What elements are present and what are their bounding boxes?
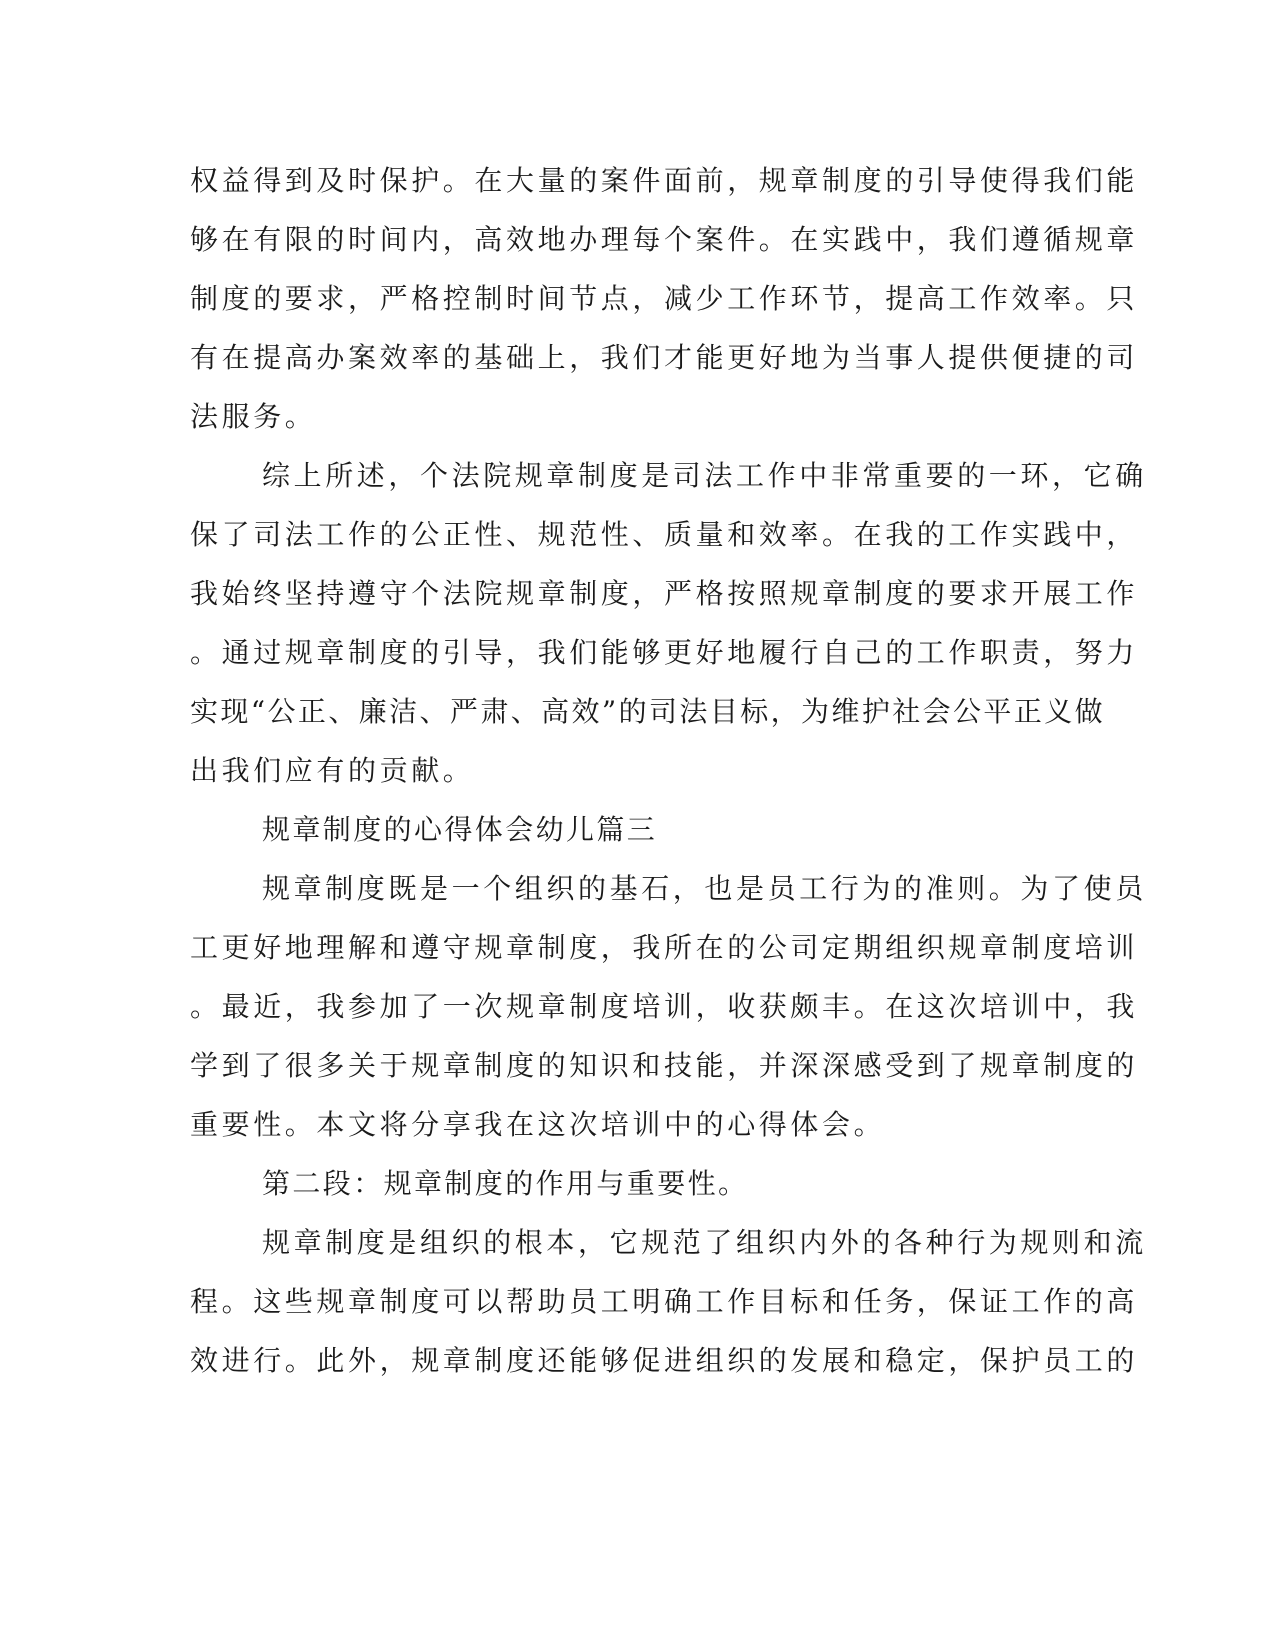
paragraph-4-line-2: 程。这些规章制度可以帮助员工明确工作目标和任务，保证工作的高 xyxy=(190,1285,1139,1318)
paragraph-2-line-2: 保了司法工作的公正性、规范性、质量和效率。在我的工作实践中， xyxy=(190,518,1139,551)
paragraph-1-line-4: 有在提高办案效率的基础上，我们才能更好地为当事人提供便捷的司 xyxy=(190,341,1139,374)
section-heading: 规章制度的心得体会幼儿篇三 xyxy=(262,813,658,846)
paragraph-3-line-1: 规章制度既是一个组织的基石，也是员工行为的准则。为了使员 xyxy=(262,872,1147,905)
paragraph-3-line-5: 重要性。本文将分享我在这次培训中的心得体会。 xyxy=(190,1108,886,1141)
paragraph-4-line-1: 规章制度是组织的根本，它规范了组织内外的各种行为规则和流 xyxy=(262,1226,1147,1259)
paragraph-2-line-6: 出我们应有的贡献。 xyxy=(190,754,475,787)
paragraph-3-line-2: 工更好地理解和遵守规章制度，我所在的公司定期组织规章制度培训 xyxy=(190,931,1139,964)
paragraph-2-line-3: 我始终坚持遵守个法院规章制度，严格按照规章制度的要求开展工作 xyxy=(190,577,1139,610)
paragraph-1-line-1: 权益得到及时保护。在大量的案件面前，规章制度的引导使得我们能 xyxy=(190,164,1139,197)
paragraph-1-line-2: 够在有限的时间内，高效地办理每个案件。在实践中，我们遵循规章 xyxy=(190,223,1139,256)
paragraph-2-line-4: 。通过规章制度的引导，我们能够更好地履行自己的工作职责，努力 xyxy=(190,636,1139,669)
paragraph-3-line-4: 学到了很多关于规章制度的知识和技能，并深深感受到了规章制度的 xyxy=(190,1049,1139,1082)
paragraph-3-line-3: 。最近，我参加了一次规章制度培训，收获颇丰。在这次培训中，我 xyxy=(190,990,1139,1023)
paragraph-2-line-5: 实现“公正、廉洁、严肃、高效”的司法目标，为维护社会公平正义做 xyxy=(190,695,1106,728)
paragraph-4-line-3: 效进行。此外，规章制度还能够促进组织的发展和稳定，保护员工的 xyxy=(190,1344,1139,1377)
paragraph-2-line-1: 综上所述，个法院规章制度是司法工作中非常重要的一环，它确 xyxy=(262,459,1147,492)
subsection-heading: 第二段：规章制度的作用与重要性。 xyxy=(262,1167,749,1200)
paragraph-1-line-3: 制度的要求，严格控制时间节点，减少工作环节，提高工作效率。只 xyxy=(190,282,1139,315)
paragraph-1-line-5: 法服务。 xyxy=(190,400,317,433)
